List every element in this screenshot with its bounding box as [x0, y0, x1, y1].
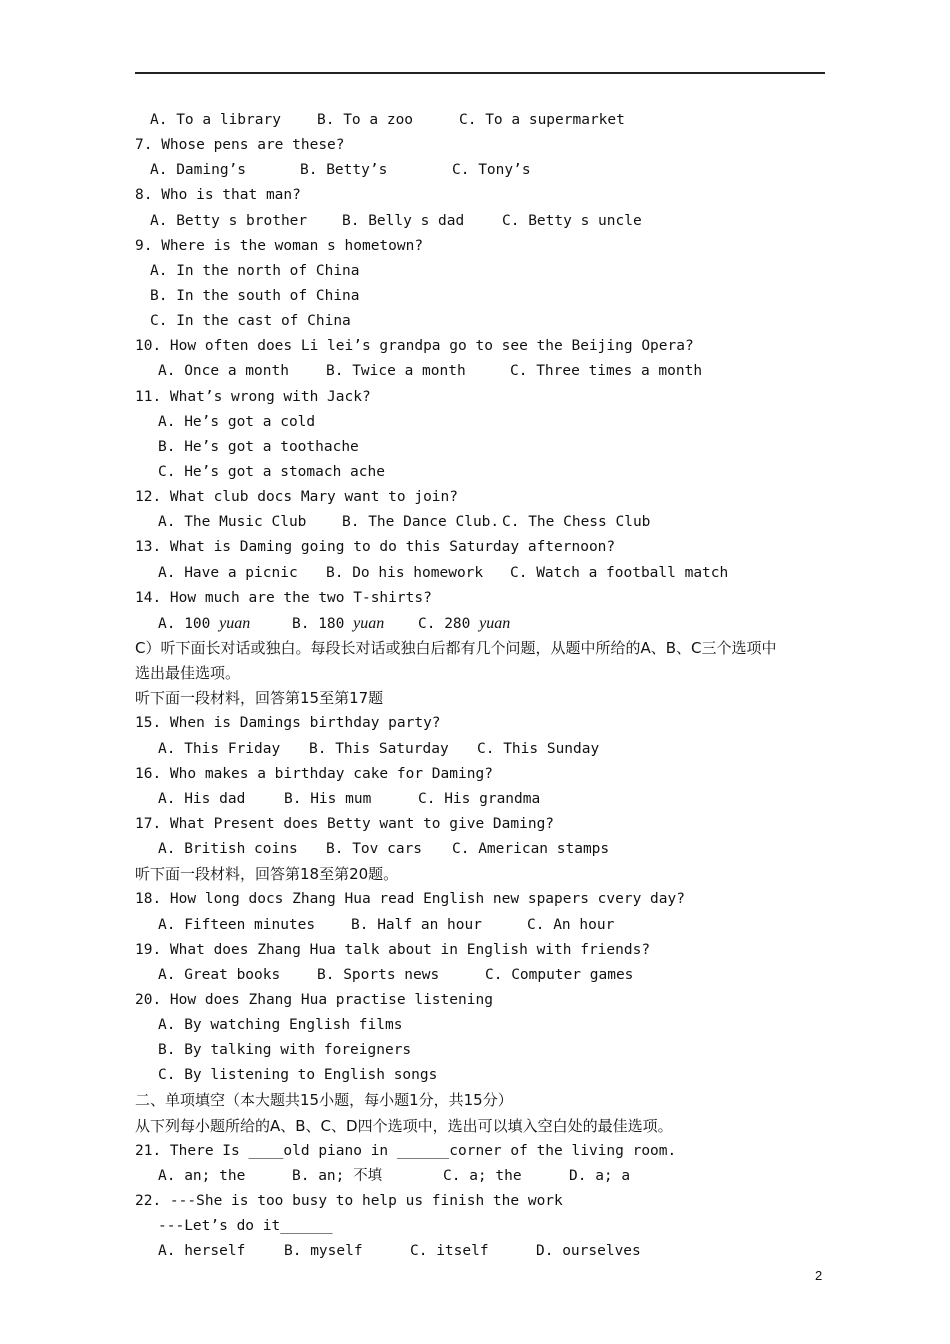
answer-option: A. British coins — [158, 841, 298, 858]
question-line: B. By talking with foreigners — [158, 1042, 412, 1059]
answer-option: C. Three times a month — [510, 363, 703, 380]
answer-option: B. 180 yuan — [292, 614, 385, 632]
section-instruction: C）听下面长对话或独白。每段长对话或独白后都有几个问题，从题中所给的A、B、C三个选项中 — [135, 638, 777, 657]
answer-option: B. This Saturday — [309, 740, 449, 757]
question-line: 11. What’s wrong with Jack? — [135, 388, 371, 405]
question-line: 21. There Is ____old piano in ______corner of the living room. — [135, 1142, 677, 1159]
section-instruction: 听下面一段材料，回答第15至第17题 — [135, 689, 384, 708]
answer-option: C. Betty s uncle — [502, 212, 642, 229]
answer-option: A. The Music Club — [158, 514, 307, 531]
answer-option: A. Fifteen minutes — [158, 916, 316, 933]
answer-option: B. Sports news — [317, 966, 440, 983]
answer-option: B. an; 不填 — [292, 1167, 383, 1184]
question-line: B. He’s got a toothache — [158, 438, 359, 455]
currency-unit: yuan — [219, 614, 251, 632]
question-line: C. In the cast of China — [150, 313, 351, 330]
question-line: ---Let’s do it______ — [158, 1218, 333, 1235]
question-line: 12. What club docs Mary want to join? — [135, 489, 459, 506]
answer-option: A. an; the — [158, 1167, 246, 1184]
answer-options — [0, 510, 950, 535]
answer-option: B. The Dance Club. — [342, 514, 500, 531]
section-instruction: 二、单项填空（本大题共15小题，每小题1分，共15分） — [135, 1091, 513, 1110]
answer-option: D. a; a — [569, 1167, 631, 1184]
question-line: A. He’s got a cold — [158, 413, 316, 430]
answer-option: A. This Friday — [158, 740, 281, 757]
answer-options — [0, 1239, 950, 1264]
question-line: 22. ---She is too busy to help us finish the work — [135, 1193, 563, 1210]
answer-option: C. Watch a football match — [510, 564, 729, 581]
question-line: C. By listening to English songs — [158, 1067, 438, 1084]
answer-options — [0, 913, 950, 938]
answer-option: B. Belly s dad — [342, 212, 465, 229]
question-line: 17. What Present does Betty want to give Daming? — [135, 815, 555, 832]
answer-option: C. The Chess Club — [502, 514, 651, 531]
answer-option: B. Twice a month — [326, 363, 466, 380]
section-instruction: 选出最佳选项。 — [135, 664, 241, 683]
answer-option: A. Once a month — [158, 363, 289, 380]
question-line: 15. When is Damings birthday party? — [135, 715, 441, 732]
question-line: 20. How does Zhang Hua practise listening — [135, 991, 493, 1008]
answer-options — [0, 963, 950, 988]
answer-option: A. 100 yuan — [158, 614, 251, 632]
answer-option: C. itself — [410, 1243, 489, 1260]
question-line: 7. Whose pens are these? — [135, 137, 345, 154]
question-line: 19. What does Zhang Hua talk about in English with friends? — [135, 941, 651, 958]
answer-option: C. Computer games — [485, 966, 634, 983]
answer-options — [0, 837, 950, 862]
answer-options — [0, 611, 950, 636]
answer-options — [0, 209, 950, 234]
page-number: 2 — [815, 1268, 823, 1283]
answer-option: D. ourselves — [536, 1243, 641, 1260]
question-line: A. By watching English films — [158, 1017, 403, 1034]
answer-options — [0, 787, 950, 812]
answer-option: A. Great books — [158, 966, 281, 983]
question-line: A. In the north of China — [150, 262, 360, 279]
answer-option: B. Half an hour — [351, 916, 482, 933]
question-line: C. He’s got a stomach ache — [158, 463, 385, 480]
answer-option: A. His dad — [158, 790, 246, 807]
answer-option: C. a; the — [443, 1167, 522, 1184]
answer-option: C. Tony’s — [452, 162, 531, 179]
answer-options — [0, 737, 950, 762]
answer-option: B. To a zoo — [317, 112, 414, 128]
document-body — [0, 108, 950, 1264]
answer-option: A. Have a picnic — [158, 564, 298, 581]
answer-option: C. To a supermarket — [459, 112, 625, 128]
currency-unit: yuan — [353, 614, 385, 632]
question-line: 13. What is Daming going to do this Saturday afternoon? — [135, 539, 616, 556]
answer-option: A. Daming’s — [150, 162, 247, 179]
answer-option: A. To a library — [150, 112, 281, 128]
header-rule — [135, 72, 825, 74]
currency-unit: yuan — [479, 614, 511, 632]
question-line: 16. Who makes a birthday cake for Daming? — [135, 765, 493, 782]
section-instruction: 从下列每小题所给的A、B、C、D四个选项中，选出可以填入空白处的最佳选项。 — [135, 1116, 673, 1135]
answer-option: C. His grandma — [418, 790, 541, 807]
answer-options — [0, 1164, 950, 1189]
answer-option: B. Do his homework — [326, 564, 484, 581]
answer-option: C. American stamps — [452, 841, 610, 858]
answer-options — [0, 108, 950, 133]
question-line: 9. Where is the woman s hometown? — [135, 237, 424, 254]
answer-option: B. myself — [284, 1243, 363, 1260]
answer-option: C. This Sunday — [477, 740, 600, 757]
answer-option: C. 280 yuan — [418, 614, 511, 632]
answer-option: B. His mum — [284, 790, 372, 807]
question-line: 10. How often does Li lei’s grandpa go to see the Beijing Opera? — [135, 338, 694, 355]
answer-option: A. Betty s brother — [150, 212, 308, 229]
answer-options — [0, 158, 950, 183]
question-line: 18. How long docs Zhang Hua read English new spapers cvery day? — [135, 891, 685, 908]
answer-option: A. herself — [158, 1243, 246, 1260]
answer-option: B. Betty’s — [300, 162, 388, 179]
answer-option: B. Tov cars — [326, 841, 423, 858]
answer-options — [0, 561, 950, 586]
answer-option: C. An hour — [527, 916, 615, 933]
question-line: B. In the south of China — [150, 287, 360, 304]
question-line: 14. How much are the two T-shirts? — [135, 589, 432, 606]
question-line: 8. Who is that man? — [135, 187, 301, 204]
answer-options — [0, 359, 950, 384]
section-instruction: 听下面一段材料，回答第18至第20题。 — [135, 865, 399, 884]
